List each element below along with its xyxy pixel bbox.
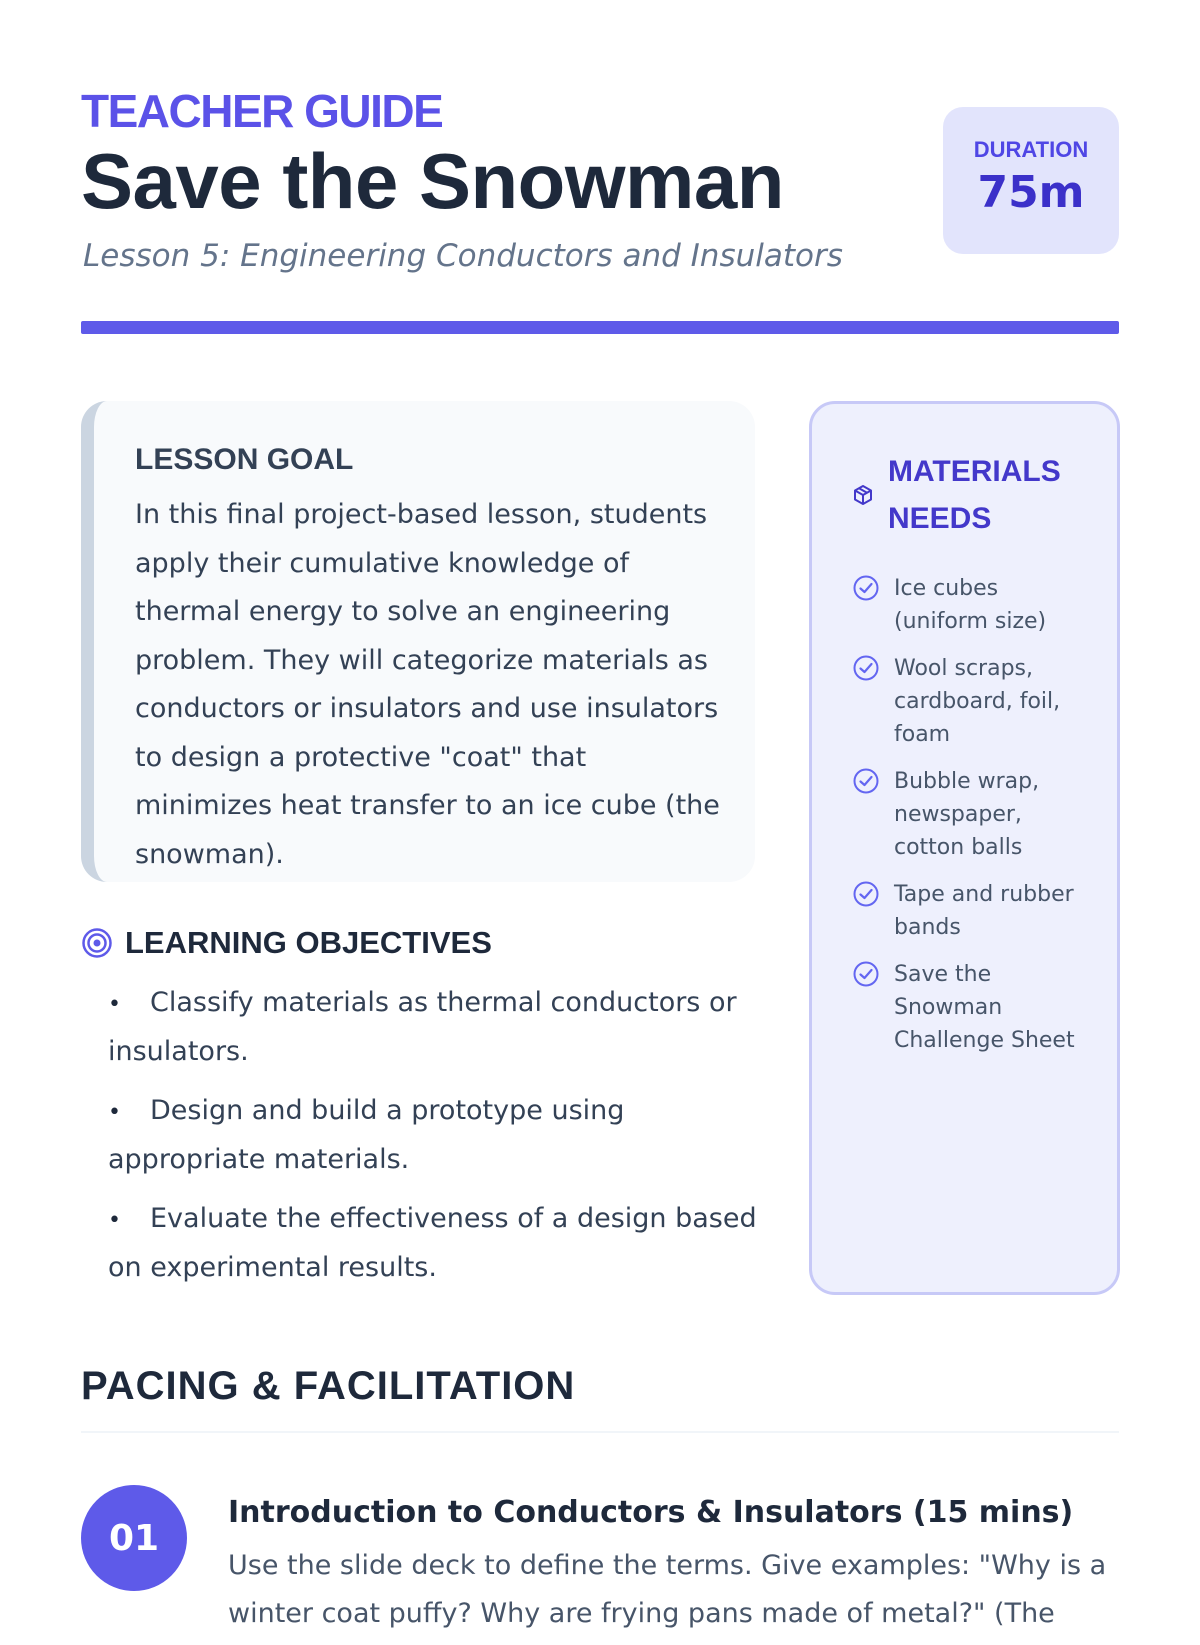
objectives-header bbox=[81, 925, 761, 961]
pacing-divider bbox=[81, 1431, 1119, 1433]
duration-badge bbox=[943, 107, 1119, 254]
materials-list bbox=[852, 572, 1097, 1057]
material-text: Bubble wrap, newspaper, cotton balls bbox=[894, 769, 1040, 860]
objective-text: Design and build a prototype using appropriate materials. bbox=[108, 1095, 625, 1175]
material-item bbox=[852, 765, 1097, 864]
check-circle-icon bbox=[852, 654, 880, 682]
pacing-section bbox=[81, 1364, 1119, 1645]
step-number-badge: 01 bbox=[81, 1485, 187, 1591]
objective-item bbox=[108, 1195, 761, 1291]
pacing-heading: PACING & FACILITATION bbox=[81, 1364, 576, 1408]
target-icon bbox=[81, 927, 113, 959]
duration-label: DURATION bbox=[973, 137, 1089, 162]
bullet-icon: • bbox=[108, 1100, 121, 1125]
box-icon bbox=[852, 484, 874, 506]
materials-header bbox=[852, 448, 1097, 542]
bullet-icon: • bbox=[108, 1208, 121, 1233]
material-item bbox=[852, 652, 1097, 751]
material-item bbox=[852, 878, 1097, 944]
objectives-list bbox=[81, 979, 761, 1291]
material-text: Ice cubes (uniform size) bbox=[894, 576, 1047, 634]
materials-heading: MATERIALS NEEDS bbox=[888, 455, 1061, 535]
check-circle-icon bbox=[852, 880, 880, 908]
material-text: Wool scraps, cardboard, foil, foam bbox=[894, 656, 1061, 747]
materials-card bbox=[809, 401, 1120, 1295]
pacing-step bbox=[81, 1485, 1119, 1645]
lesson-goal-text: In this final project-based lesson, students apply their cumulative knowledge of thermal energy to solve an engineering problem. They will categorize materials as conductors or insulators and use insulators to design a protective "coat" that minimizes heat transfer to an ice cube (the snowman). bbox=[135, 499, 720, 870]
objective-item bbox=[108, 1087, 761, 1183]
material-text: Save the Snowman Challenge Sheet bbox=[894, 962, 1075, 1053]
material-item bbox=[852, 958, 1097, 1057]
objectives-heading: LEARNING OBJECTIVES bbox=[125, 925, 492, 960]
page-header bbox=[81, 0, 1119, 334]
step-title: Introduction to Conductors & Insulators (15 mins) bbox=[228, 1495, 1074, 1530]
objective-text: Evaluate the effectiveness of a design based on experimental results. bbox=[108, 1203, 757, 1283]
duration-value: 75m bbox=[977, 167, 1085, 218]
eyebrow-label: TEACHER GUIDE bbox=[81, 85, 443, 137]
lesson-goal-card bbox=[81, 401, 755, 882]
material-item bbox=[852, 572, 1097, 638]
bullet-icon: • bbox=[108, 992, 121, 1017]
lesson-goal-heading: LESSON GOAL bbox=[135, 443, 354, 476]
lesson-subtitle: Lesson 5: Engineering Conductors and Insulators bbox=[83, 238, 843, 274]
header-divider bbox=[81, 321, 1119, 334]
material-text: Tape and rubber bands bbox=[894, 882, 1074, 940]
check-circle-icon bbox=[852, 767, 880, 795]
step-description: Use the slide deck to define the terms. Give examples: "Why is a winter coat puffy? Why are frying pans made of metal?" (The bbox=[228, 1550, 1107, 1629]
learning-objectives bbox=[81, 925, 761, 1303]
page-title: Save the Snowman bbox=[81, 137, 784, 225]
check-circle-icon bbox=[852, 960, 880, 988]
objective-text: Classify materials as thermal conductors or insulators. bbox=[108, 987, 737, 1067]
objective-item bbox=[108, 979, 761, 1075]
check-circle-icon bbox=[852, 574, 880, 602]
